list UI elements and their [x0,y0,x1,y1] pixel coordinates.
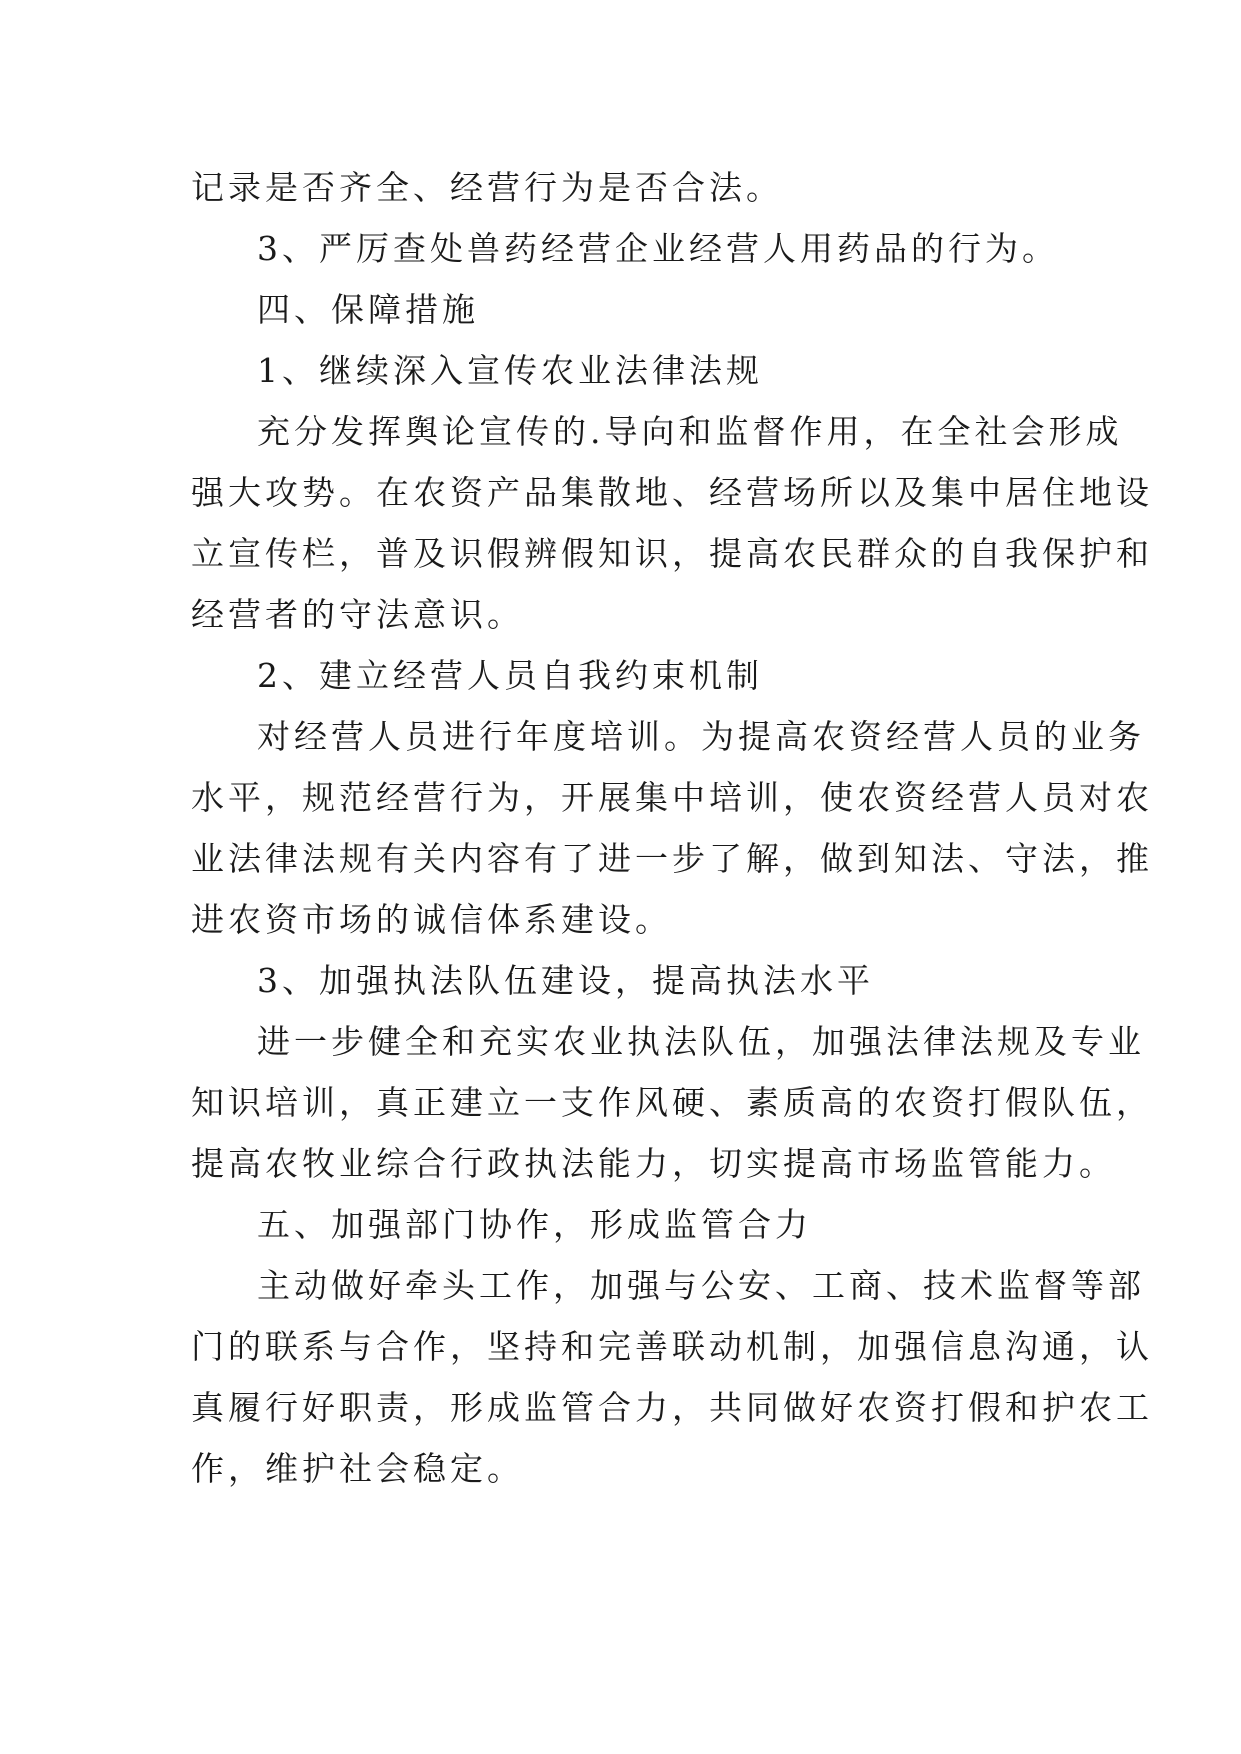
paragraph-line: 业法律法规有关内容有了进一步了解，做到知法、守法，推 [191,839,1153,878]
paragraph-line: 记录是否齐全、经营行为是否合法。 [191,168,783,207]
paragraph-line: 对经营人员进行年度培训。为提高农资经营人员的业务 [257,717,1145,756]
subsection-heading: 1、继续深入宣传农业法律法规 [257,351,763,390]
paragraph-line: 水平，规范经营行为，开展集中培训，使农资经营人员对农 [191,778,1153,817]
paragraph-line: 知识培训，真正建立一支作风硬、素质高的农资打假队伍， [191,1083,1153,1122]
paragraph-line: 强大攻势。在农资产品集散地、经营场所以及集中居住地设 [191,473,1153,512]
section-heading: 五、加强部门协作，形成监管合力 [257,1205,812,1244]
paragraph-line: 主动做好牵头工作，加强与公安、工商、技术监督等部 [257,1266,1145,1305]
list-item-line: 3、严厉查处兽药经营企业经营人用药品的行为。 [257,229,1059,268]
paragraph-line: 充分发挥舆论宣传的.导向和监督作用，在全社会形成 [257,412,1123,451]
subsection-heading: 2、建立经营人员自我约束机制 [257,656,763,695]
paragraph-line: 进农资市场的诚信体系建设。 [191,900,672,939]
paragraph-line: 门的联系与合作，坚持和完善联动机制，加强信息沟通，认 [191,1327,1153,1366]
paragraph-line: 进一步健全和充实农业执法队伍，加强法律法规及专业 [257,1022,1145,1061]
paragraph-line: 提高农牧业综合行政执法能力，切实提高市场监管能力。 [191,1144,1116,1183]
paragraph-line: 经营者的守法意识。 [191,595,524,634]
paragraph-line: 立宣传栏，普及识假辨假知识，提高农民群众的自我保护和 [191,534,1153,573]
paragraph-line: 真履行好职责，形成监管合力，共同做好农资打假和护农工 [191,1388,1153,1427]
paragraph-line: 作，维护社会稳定。 [191,1449,524,1488]
section-heading: 四、保障措施 [257,290,479,329]
document-body [191,157,1153,1499]
subsection-heading: 3、加强执法队伍建设，提高执法水平 [257,961,874,1000]
